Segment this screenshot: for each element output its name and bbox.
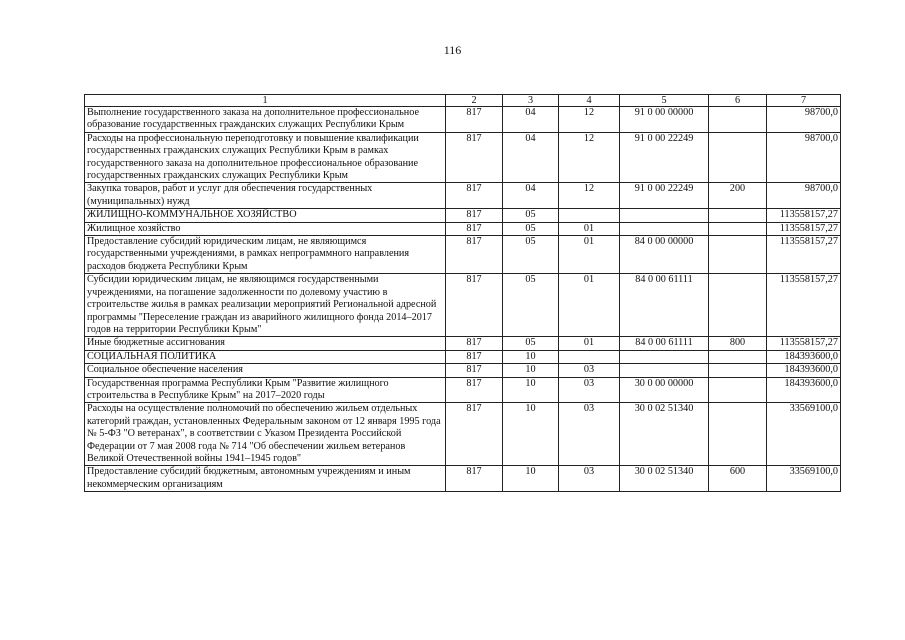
- target-article-cell: 30 0 00 00000: [620, 377, 709, 403]
- table-row: [85, 183, 841, 209]
- section-cell: 05: [503, 236, 559, 274]
- expense-type-cell: [709, 377, 767, 403]
- subsection-cell: [559, 350, 620, 363]
- target-article-cell: [620, 222, 709, 235]
- sum-cell: 98700,0: [767, 132, 841, 183]
- table-row: [85, 236, 841, 274]
- expense-type-cell: [709, 132, 767, 183]
- code-admin-cell: 817: [446, 236, 503, 274]
- table-row: [85, 377, 841, 403]
- section-cell: 05: [503, 337, 559, 350]
- sum-cell: 184393600,0: [767, 377, 841, 403]
- section-cell: 10: [503, 364, 559, 377]
- header-cell: 4: [559, 95, 620, 107]
- code-admin-cell: 817: [446, 209, 503, 222]
- row-name-cell: Предоставление субсидий бюджетным, автономным учреждениям и иным некоммерческим организациям: [85, 466, 446, 492]
- sum-cell: 33569100,0: [767, 403, 841, 466]
- code-admin-cell: 817: [446, 274, 503, 337]
- table-row: [85, 132, 841, 183]
- row-name-cell: СОЦИАЛЬНАЯ ПОЛИТИКА: [85, 350, 446, 363]
- section-cell: 05: [503, 274, 559, 337]
- expense-type-cell: [709, 209, 767, 222]
- sum-cell: 98700,0: [767, 107, 841, 133]
- section-cell: 04: [503, 183, 559, 209]
- code-admin-cell: 817: [446, 337, 503, 350]
- expense-type-cell: [709, 222, 767, 235]
- table-row: [85, 209, 841, 222]
- header-cell: 2: [446, 95, 503, 107]
- target-article-cell: 84 0 00 61111: [620, 337, 709, 350]
- expense-type-cell: 200: [709, 183, 767, 209]
- row-name-cell: ЖИЛИЩНО-КОММУНАЛЬНОЕ ХОЗЯЙСТВО: [85, 209, 446, 222]
- expense-type-cell: [709, 350, 767, 363]
- section-cell: 05: [503, 209, 559, 222]
- table-row: [85, 403, 841, 466]
- table-row: [85, 466, 841, 492]
- sum-cell: 113558157,27: [767, 222, 841, 235]
- target-article-cell: 91 0 00 22249: [620, 183, 709, 209]
- header-cell: 5: [620, 95, 709, 107]
- code-admin-cell: 817: [446, 132, 503, 183]
- target-article-cell: 84 0 00 61111: [620, 274, 709, 337]
- target-article-cell: [620, 209, 709, 222]
- subsection-cell: [559, 209, 620, 222]
- table-row: [85, 222, 841, 235]
- code-admin-cell: 817: [446, 403, 503, 466]
- target-article-cell: [620, 350, 709, 363]
- row-name-cell: Выполнение государственного заказа на дополнительное профессиональное образование государственных гражданских служащих Республики Крым: [85, 107, 446, 133]
- budget-table: [84, 94, 841, 492]
- target-article-cell: 91 0 00 22249: [620, 132, 709, 183]
- table-row: [85, 364, 841, 377]
- subsection-cell: 01: [559, 337, 620, 350]
- row-name-cell: Предоставление субсидий юридическим лицам, не являющимся государственными учреждениями, в рамках непрограммного направления расходов бюджета Республики Крым: [85, 236, 446, 274]
- row-name-cell: Жилищное хозяйство: [85, 222, 446, 235]
- row-name-cell: Государственная программа Республики Крым "Развитие жилищного строительства в Республике Крым" на 2017–2020 годы: [85, 377, 446, 403]
- row-name-cell: Субсидии юридическим лицам, не являющимся государственными учреждениями, на погашение задолженности по долевому участию в строительстве жилья в рамках реализации мероприятий Региональной адресной программы "Переселение граждан из аварийного жилищного фонда 2014–2017 годов на территории Республики Крым": [85, 274, 446, 337]
- expense-type-cell: [709, 364, 767, 377]
- code-admin-cell: 817: [446, 377, 503, 403]
- code-admin-cell: 817: [446, 107, 503, 133]
- table-row: [85, 337, 841, 350]
- expense-type-cell: 600: [709, 466, 767, 492]
- code-admin-cell: 817: [446, 350, 503, 363]
- target-article-cell: 30 0 02 51340: [620, 403, 709, 466]
- table-row: [85, 274, 841, 337]
- row-name-cell: Социальное обеспечение населения: [85, 364, 446, 377]
- sum-cell: 184393600,0: [767, 364, 841, 377]
- target-article-cell: [620, 364, 709, 377]
- section-cell: 05: [503, 222, 559, 235]
- row-name-cell: Иные бюджетные ассигнования: [85, 337, 446, 350]
- sum-cell: 33569100,0: [767, 466, 841, 492]
- subsection-cell: 01: [559, 222, 620, 235]
- code-admin-cell: 817: [446, 364, 503, 377]
- subsection-cell: 01: [559, 274, 620, 337]
- header-row: [85, 95, 841, 107]
- expense-type-cell: 800: [709, 337, 767, 350]
- target-article-cell: 84 0 00 00000: [620, 236, 709, 274]
- header-cell: 7: [767, 95, 841, 107]
- row-name-cell: Расходы на профессиональную переподготовку и повышение квалификации государственных гражданских служащих Республики Крым в рамках государственного заказа на дополнительное профессиональное образование государственных гражданских служащих Республики Крым: [85, 132, 446, 183]
- sum-cell: 113558157,27: [767, 209, 841, 222]
- code-admin-cell: 817: [446, 183, 503, 209]
- subsection-cell: 12: [559, 107, 620, 133]
- code-admin-cell: 817: [446, 466, 503, 492]
- subsection-cell: 12: [559, 132, 620, 183]
- target-article-cell: 91 0 00 00000: [620, 107, 709, 133]
- section-cell: 10: [503, 466, 559, 492]
- header-cell: 3: [503, 95, 559, 107]
- section-cell: 10: [503, 403, 559, 466]
- subsection-cell: 03: [559, 364, 620, 377]
- subsection-cell: 03: [559, 377, 620, 403]
- subsection-cell: 12: [559, 183, 620, 209]
- code-admin-cell: 817: [446, 222, 503, 235]
- subsection-cell: 03: [559, 466, 620, 492]
- sum-cell: 113558157,27: [767, 274, 841, 337]
- header-cell: 6: [709, 95, 767, 107]
- target-article-cell: 30 0 02 51340: [620, 466, 709, 492]
- sum-cell: 113558157,27: [767, 236, 841, 274]
- section-cell: 10: [503, 377, 559, 403]
- expense-type-cell: [709, 107, 767, 133]
- expense-type-cell: [709, 274, 767, 337]
- section-cell: 10: [503, 350, 559, 363]
- sum-cell: 98700,0: [767, 183, 841, 209]
- row-name-cell: Расходы на осуществление полномочий по обеспечению жильем отдельных категорий граждан, установленных Федеральным законом от 12 января 1995 года № 5-ФЗ "О ветеранах", в соответствии с Указом Президента Российской Федерации от 7 мая 2008 года № 714 "Об обеспечении жильем ветеранов Великой Отечественной войны 1941–1945 годов": [85, 403, 446, 466]
- sum-cell: 113558157,27: [767, 337, 841, 350]
- expense-type-cell: [709, 403, 767, 466]
- section-cell: 04: [503, 132, 559, 183]
- subsection-cell: 03: [559, 403, 620, 466]
- section-cell: 04: [503, 107, 559, 133]
- page-number: 116: [443, 43, 462, 57]
- table-row: [85, 107, 841, 133]
- expense-type-cell: [709, 236, 767, 274]
- subsection-cell: 01: [559, 236, 620, 274]
- table-row: [85, 350, 841, 363]
- row-name-cell: Закупка товаров, работ и услуг для обеспечения государственных (муниципальных) нужд: [85, 183, 446, 209]
- sum-cell: 184393600,0: [767, 350, 841, 363]
- header-cell: 1: [85, 95, 446, 107]
